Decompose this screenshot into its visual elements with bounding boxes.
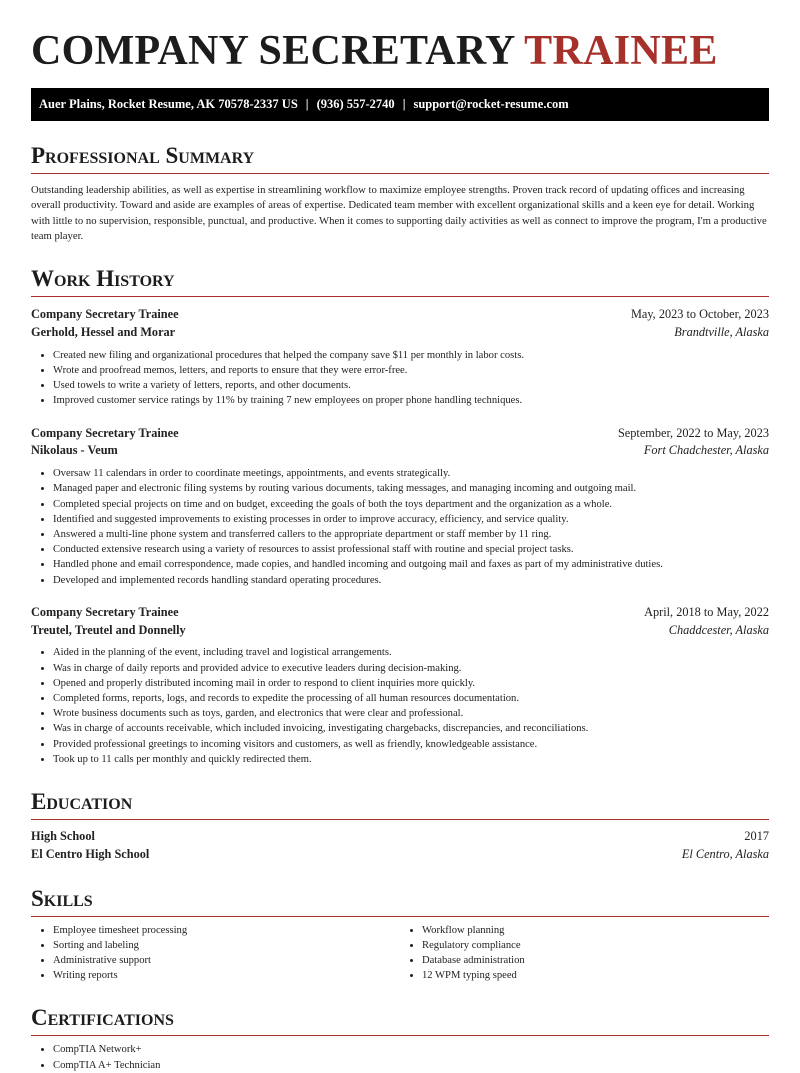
- job-bullet: • Completed special projects on time and on budget, exceeding the goals of both the toys department and the organization as a whole.: [53, 497, 769, 512]
- job-bullet: • Was in charge of daily reports and provided advice to executive leaders during decision-making.: [53, 661, 769, 676]
- job-bullet: • Aided in the planning of the event, including travel and logistical arrangements.: [53, 645, 769, 660]
- job-bullets: [31, 466, 769, 588]
- certification-item: • CompTIA A+ Technician: [53, 1058, 769, 1073]
- job-location: Fort Chadchester, Alaska: [643, 443, 769, 458]
- contact-address: Auer Plains, Rocket Resume, AK 70578-2337 US: [39, 97, 298, 111]
- job-entry: [31, 306, 769, 408]
- job-entry: [31, 425, 769, 588]
- title-accent: TRAINEE: [524, 28, 718, 74]
- skills-section: [31, 886, 769, 984]
- job-dates: April, 2018 to May, 2022: [644, 604, 769, 619]
- job-bullet: • Took up to 11 calls per monthly and quickly redirected them.: [53, 752, 769, 767]
- contact-phone: (936) 557-2740: [316, 97, 395, 111]
- certifications-list: [31, 1042, 769, 1072]
- job-title: Company Secretary Trainee: [31, 307, 179, 322]
- education-location: El Centro, Alaska: [681, 846, 769, 861]
- section-heading-skills: Skills: [31, 886, 769, 917]
- job-bullets: [31, 348, 769, 409]
- contact-separator: |: [402, 97, 406, 111]
- work-history-section: [31, 266, 769, 767]
- title-main: COMPANY SECRETARY: [31, 28, 515, 74]
- section-heading-work: Work History: [31, 266, 769, 297]
- job-bullet: • Improved customer service ratings by 11% by training 7 new employees on proper phone handling techniques.: [53, 393, 769, 408]
- job-bullets: [31, 645, 769, 767]
- job-bullet: • Conducted extensive research using a variety of resources to assist professional staff with routine and special project tasks.: [53, 542, 769, 557]
- job-bullet: • Handled phone and email correspondence, made copies, and handled incoming and outgoing mail and faxes as part of my administrative duties.: [53, 557, 769, 572]
- education-degree: High School: [31, 829, 95, 844]
- job-bullet: • Identified and suggested improvements to existing processes in order to improve accuracy, efficiency, and service quality.: [53, 512, 769, 527]
- job-title: Company Secretary Trainee: [31, 604, 179, 619]
- contact-separator: |: [305, 97, 309, 111]
- job-dates: May, 2023 to October, 2023: [630, 307, 769, 322]
- job-bullet: • Managed paper and electronic filing systems by routing various documents, taking messages, and managing incoming and outgoing mail.: [53, 481, 769, 496]
- job-bullet: • Opened and properly distributed incoming mail in order to respond to client inquiries more quickly.: [53, 676, 769, 691]
- job-bullet: • Used towels to write a variety of letters, reports, and other documents.: [53, 378, 769, 393]
- section-heading-summary: Professional Summary: [31, 143, 769, 174]
- education-school: El Centro High School: [31, 846, 150, 861]
- skill-item: • Sorting and labeling: [53, 938, 400, 953]
- section-heading-certifications: Certifications: [31, 1005, 769, 1036]
- job-bullet: • Answered a multi-line phone system and transferred callers to the appropriate department or staff member by 11 ring.: [53, 527, 769, 542]
- skill-item: • Administrative support: [53, 953, 400, 968]
- job-bullet: • Wrote and proofread memos, letters, and reports to ensure that they were error-free.: [53, 363, 769, 378]
- job-company: Treutel, Treutel and Donnelly: [31, 622, 186, 637]
- summary-text: Outstanding leadership abilities, as well as expertise in streamlining workflow to maximize employee strengths. Proven track record of updating offices and increasing overall productivity. Toward and aside are examples of areas of expertise. Dedicated team member with excellent organizational skills and a keen eye for detail. Working with little to no supervision, responsible, punctual, and productive. When it comes to supporting daily activities as well as connect to improve the program, I'm a productive team player.: [31, 184, 767, 242]
- skill-item: • Database administration: [422, 953, 769, 968]
- job-bullet: • Was in charge of accounts receivable, which included invoicing, investigating chargebacks, discrepancies, and reconciliations.: [53, 721, 769, 736]
- section-heading-education: Education: [31, 789, 769, 820]
- job-entry: [31, 604, 769, 767]
- skill-item: • Employee timesheet processing: [53, 923, 400, 938]
- education-section: [31, 789, 769, 864]
- skills-columns: [31, 917, 769, 984]
- education-entry: [31, 828, 769, 864]
- skills-list-right: [400, 923, 769, 984]
- job-dates: September, 2022 to May, 2023: [617, 425, 769, 440]
- skill-item: • 12 WPM typing speed: [422, 968, 769, 983]
- job-bullet: • Completed forms, reports, logs, and records to expedite the processing of all human resources documentation.: [53, 691, 769, 706]
- job-bullet: • Provided professional greetings to incoming visitors and customers, as well as friendly, knowledgeable assistance.: [53, 737, 769, 752]
- job-company: Gerhold, Hessel and Morar: [31, 324, 176, 339]
- contact-email[interactable]: support@rocket-resume.com: [413, 97, 569, 111]
- job-bullet: • Created new filing and organizational procedures that helped the company save $11 per monthly in labor costs.: [53, 348, 769, 363]
- education-year: 2017: [744, 829, 769, 844]
- job-bullet: • Oversaw 11 calendars in order to coordinate meetings, appointments, and events strategically.: [53, 466, 769, 481]
- job-company: Nikolaus - Veum: [31, 443, 118, 458]
- job-location: Chaddcester, Alaska: [668, 622, 769, 637]
- skill-item: • Workflow planning: [422, 923, 769, 938]
- job-location: Brandtville, Alaska: [674, 324, 769, 339]
- resume-title: [31, 28, 769, 74]
- job-title: Company Secretary Trainee: [31, 425, 179, 440]
- summary-section: [31, 143, 769, 244]
- skill-item: • Regulatory compliance: [422, 938, 769, 953]
- skills-list-left: [31, 923, 400, 984]
- certification-item: • CompTIA Network+: [53, 1042, 769, 1057]
- contact-bar: [31, 88, 769, 121]
- certifications-section: [31, 1005, 769, 1072]
- job-bullet: • Wrote business documents such as toys, garden, and electronics that were clear and professional.: [53, 706, 769, 721]
- skill-item: • Writing reports: [53, 968, 400, 983]
- job-bullet: • Developed and implemented records handling standard operating procedures.: [53, 573, 769, 588]
